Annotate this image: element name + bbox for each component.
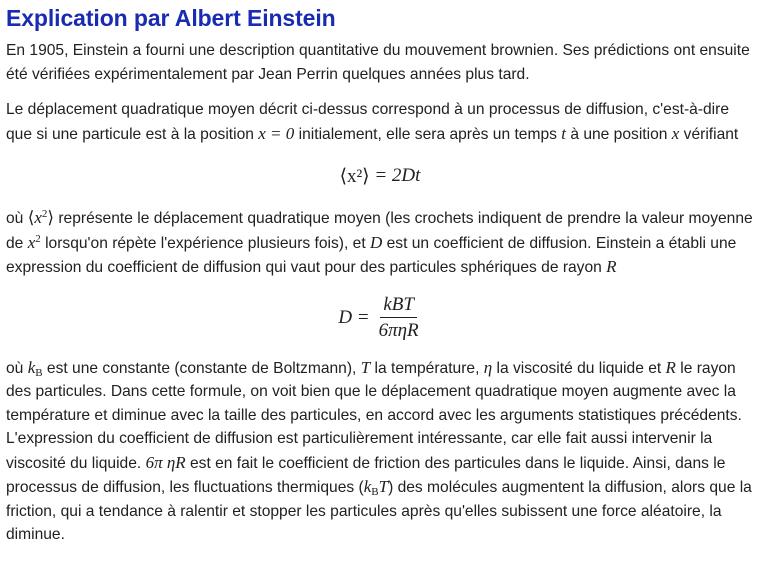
math-x-equals-zero: x = 0: [258, 123, 295, 143]
equation-fraction: [376, 294, 422, 342]
paragraph-interpretation: où $k_B$ est une constante (constante de Boltzmann), T la température, η la viscosité du liquide et R le rayon des particules. Dans cette formule, on voit bien que le déplacement quadratique moyen augmente avec la température et diminue avec la taille des particules, en accord avec les arguments statistiques précédents. L'expression du coefficient de diffusion est particulièrement intéressante, car elle fait aussi intervenir la viscosité du liquide. 6π ηR est en fait le coefficient de friction des particules dans le liquide. Ainsi, dans le processus de diffusion, les fluctuations thermiques $(k_BT)$ des molécules augmentent la diffusion, alors que la friction, qui a tendance à ralentir et stopper les particules après qu'elles subissent une force aléatoire, la diminue.: [6, 357, 752, 543]
section-heading: Explication par Albert Einstein: [6, 5, 336, 31]
paragraph-intro: En 1905, Einstein a fourni une description quantitative du mouvement brownien. Ses prédictions ont ensuite été vérifiées expérimentalement par Jean Perrin quelques années plus tard.: [6, 42, 750, 83]
equation-msd: [6, 146, 754, 206]
article: [6, 0, 754, 547]
equation-msd-lhs: ⟨x²⟩: [339, 165, 370, 187]
math-t: t: [561, 123, 566, 143]
math-x: x: [671, 123, 680, 143]
equation-stokes-einstein: [6, 280, 754, 356]
equation-msd-rhs: = 2Dt: [374, 165, 421, 186]
paragraph-diffusion: Le déplacement quadratique moyen décrit ci-dessus correspond à un processus de diffusion, c'est-à-dire que si une particule est à la position x = 0 initialement, elle sera après un temps t à une position x vérifiant: [6, 101, 739, 143]
equation-d-lhs: D =: [338, 306, 370, 328]
fraction-denominator: 6πηR: [378, 319, 419, 341]
paragraph-msd-explanation: où $⟨x^2⟩$ représente le déplacement quadratique moyen (les crochets indiquent de prendre la valeur moyenne de $x^2$ lorsqu'on répète l'expérience plusieurs fois), et D est un coefficient de diffusion. Einstein a établi une expression du coefficient de diffusion qui vaut pour des particules sphériques de rayon R: [6, 208, 753, 276]
fraction-numerator: kBT: [380, 294, 417, 318]
